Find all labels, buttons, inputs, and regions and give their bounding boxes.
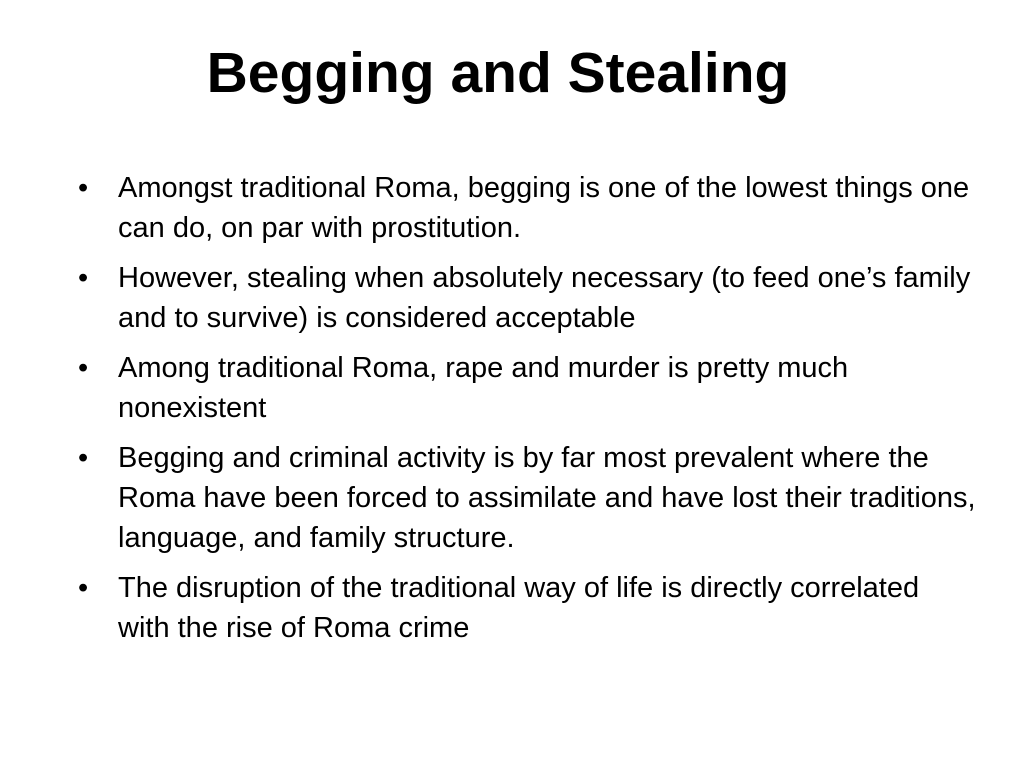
- bullet-text: Amongst traditional Roma, begging is one of the lowest things one can do, on par with prostitution.: [118, 172, 970, 244]
- bullet-text: The disruption of the traditional way of life is directly correlated with the rise of Roma crime: [118, 572, 920, 644]
- bullet-marker-icon: •: [78, 262, 89, 294]
- bullet-marker-icon: •: [78, 572, 89, 604]
- slide-title: Begging and Stealing: [206, 41, 790, 105]
- bullet-text: Among traditional Roma, rape and murder is pretty much nonexistent: [118, 352, 849, 424]
- bullet-text: However, stealing when absolutely necessary (to feed one’s family and to survive) is considered acceptable: [118, 262, 971, 334]
- bullet-list: [78, 168, 978, 658]
- bullet-item: [78, 568, 978, 648]
- bullet-marker-icon: •: [78, 172, 89, 204]
- bullet-marker-icon: •: [78, 442, 89, 474]
- bullet-item: [78, 348, 978, 428]
- bullet-item: [78, 438, 978, 558]
- bullet-text: Begging and criminal activity is by far most prevalent where the Roma have been forced to assimilate and have lost their traditions, language, and family structure.: [118, 442, 976, 554]
- bullet-marker-icon: •: [78, 352, 89, 384]
- bullet-item: [78, 258, 978, 338]
- bullet-item: [78, 168, 978, 248]
